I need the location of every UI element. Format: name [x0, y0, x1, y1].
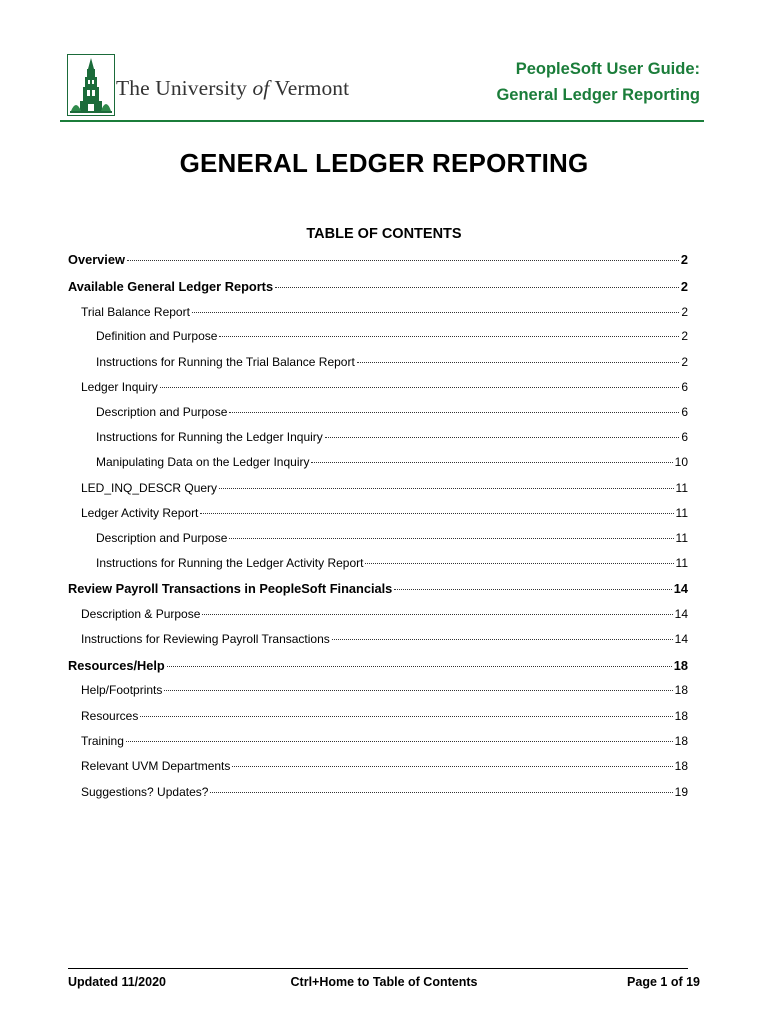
toc-entry[interactable] [68, 734, 688, 758]
toc-entry-page-number: 6 [681, 380, 688, 394]
toc-dot-leader [311, 462, 672, 463]
toc-entry[interactable] [68, 380, 688, 404]
toc-entry-page-number: 2 [680, 252, 688, 267]
toc-dot-leader [140, 716, 672, 717]
toc-entry[interactable] [68, 709, 688, 733]
toc-entry[interactable] [68, 279, 688, 303]
footer-navigation-hint: Ctrl+Home to Table of Contents [290, 975, 478, 989]
toc-entry-label: Definition and Purpose [96, 329, 218, 343]
toc-entry-label: Description and Purpose [96, 531, 228, 545]
toc-entry-page-number: 18 [674, 709, 688, 723]
footer-updated-date: Updated 11/2020 [68, 975, 166, 989]
toc-entry[interactable] [68, 632, 688, 656]
page-title: GENERAL LEDGER REPORTING [179, 148, 589, 178]
toc-entry[interactable] [68, 759, 688, 783]
toc-entry-page-number: 10 [674, 455, 688, 469]
toc-dot-leader [365, 563, 673, 564]
toc-entry[interactable] [68, 455, 688, 479]
toc-entry-page-number: 19 [674, 785, 688, 799]
toc-entry[interactable] [68, 355, 688, 379]
toc-entry-page-number: 11 [675, 556, 688, 570]
toc-entry-label: Suggestions? Updates? [81, 785, 209, 799]
guide-header-line2: General Ledger Reporting [496, 86, 700, 104]
toc-entry[interactable] [68, 658, 688, 682]
toc-entry-label: Trial Balance Report [81, 305, 190, 319]
toc-entry-label: Help/Footprints [81, 683, 163, 697]
toc-dot-leader [332, 639, 673, 640]
toc-entry-page-number: 18 [674, 734, 688, 748]
toc-dot-leader [192, 312, 679, 313]
toc-dot-leader [126, 741, 673, 742]
guide-header [496, 56, 700, 108]
toc-dot-leader [127, 260, 679, 261]
toc-entry[interactable] [68, 252, 688, 276]
toc-entry[interactable] [68, 581, 688, 605]
toc-dot-leader [202, 614, 672, 615]
toc-entry-label: Description & Purpose [81, 607, 201, 621]
toc-entry-page-number: 2 [681, 305, 688, 319]
toc-entry-page-number: 6 [681, 430, 688, 444]
toc-dot-leader [200, 513, 673, 514]
toc-dot-leader [164, 690, 672, 691]
toc-entry[interactable] [68, 683, 688, 707]
toc-entry-label: Instructions for Running the Ledger Inquiry [96, 430, 323, 444]
toc-entry-label: Resources/Help [68, 658, 165, 673]
toc-entry-label: Instructions for Reviewing Payroll Transactions [81, 632, 330, 646]
toc-entry-label: Manipulating Data on the Ledger Inquiry [96, 455, 310, 469]
toc-entry-label: Ledger Activity Report [81, 506, 199, 520]
toc-dot-leader [210, 792, 672, 793]
toc-entry-label: Available General Ledger Reports [68, 279, 274, 294]
footer-page-number: Page 1 of 19 [627, 975, 700, 989]
toc-entry-label: Instructions for Running the Ledger Activity Report [96, 556, 364, 570]
toc-entry-page-number: 6 [681, 405, 688, 419]
toc-dot-leader [275, 287, 679, 288]
toc-entry-label: Overview [68, 252, 125, 267]
toc-dot-leader [357, 362, 680, 363]
toc-entry-label: LED_INQ_DESCR Query [81, 481, 218, 495]
university-wordmark: The University of Vermont [116, 76, 350, 100]
toc-entry-page-number: 18 [674, 683, 688, 697]
toc-entry[interactable] [68, 305, 688, 329]
toc-entry-page-number: 14 [673, 581, 688, 596]
toc-dot-leader [229, 412, 679, 413]
toc-dot-leader [325, 437, 680, 438]
footer-divider [68, 968, 688, 969]
toc-entry-label: Description and Purpose [96, 405, 228, 419]
toc-entry-label: Review Payroll Transactions in PeopleSoft Financials [68, 581, 393, 596]
toc-entry-label: Relevant UVM Departments [81, 759, 231, 773]
toc-entry[interactable] [68, 506, 688, 530]
toc-entry-label: Instructions for Running the Trial Balance Report [96, 355, 355, 369]
toc-entry-page-number: 18 [673, 658, 688, 673]
toc-entry-page-number: 11 [675, 531, 688, 545]
toc-entry[interactable] [68, 481, 688, 505]
toc-dot-leader [167, 666, 672, 667]
toc-entry-page-number: 14 [674, 632, 688, 646]
header-divider [60, 120, 704, 122]
toc-dot-leader [394, 589, 671, 590]
toc-entry-page-number: 14 [674, 607, 688, 621]
toc-entry[interactable] [68, 405, 688, 429]
toc-entry-page-number: 2 [681, 355, 688, 369]
toc-entry[interactable] [68, 607, 688, 631]
toc-dot-leader [160, 387, 680, 388]
toc-entry[interactable] [68, 531, 688, 555]
toc-entry-label: Training [81, 734, 124, 748]
toc-heading: TABLE OF CONTENTS [306, 226, 462, 242]
toc-entry-page-number: 2 [681, 329, 688, 343]
toc-entry-page-number: 18 [674, 759, 688, 773]
toc-entry[interactable] [68, 556, 688, 580]
toc-entry-label: Ledger Inquiry [81, 380, 158, 394]
toc-entry-page-number: 2 [680, 279, 688, 294]
toc-entry-label: Resources [81, 709, 139, 723]
toc-dot-leader [229, 538, 673, 539]
toc-dot-leader [219, 336, 679, 337]
toc-entry[interactable] [68, 430, 688, 454]
toc-entry[interactable] [68, 785, 688, 809]
guide-header-line1: PeopleSoft User Guide: [515, 60, 700, 78]
university-logo [67, 54, 350, 116]
toc-entry-page-number: 11 [675, 506, 688, 520]
toc-dot-leader [232, 766, 672, 767]
tower-emblem-icon [67, 54, 115, 116]
toc-entry-page-number: 11 [675, 481, 688, 495]
toc-dot-leader [219, 488, 673, 489]
toc-entry[interactable] [68, 329, 688, 353]
